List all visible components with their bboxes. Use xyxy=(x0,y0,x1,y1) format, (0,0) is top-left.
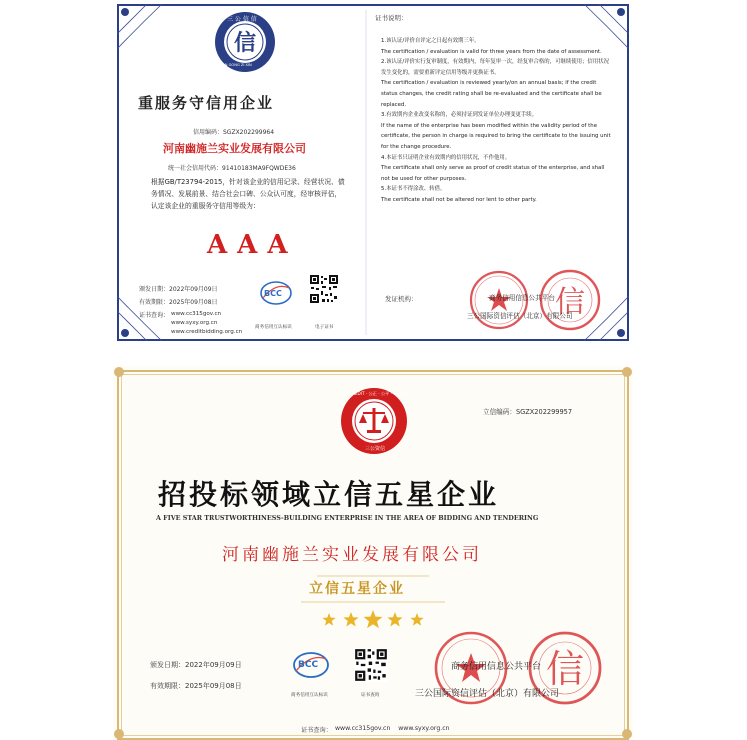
note-line: The certification / evaluation is valid for three years from the date of assessment. xyxy=(381,48,602,55)
credit-code: 信用编码：SGZX202299964 xyxy=(193,129,275,136)
credit-grade: AAA xyxy=(207,230,298,260)
company-name: 河南幽施兰实业发展有限公司 xyxy=(163,142,306,155)
valid-date: 有效期限：2025年09月08日 xyxy=(139,299,218,306)
logo-arc-text: 三 公 信 信 xyxy=(227,16,257,23)
stamp-text-company: 三公国际资信评估（北京）有限公司 xyxy=(415,689,560,699)
qr-code-icon[interactable] xyxy=(309,274,339,304)
query-site[interactable]: www.cc315gov.cn xyxy=(171,311,222,317)
qr-code-icon[interactable] xyxy=(354,648,388,682)
qr-caption: 电子证书 xyxy=(315,325,334,330)
qr-caption: 证书查询 xyxy=(361,693,380,698)
svg-text:信: 信 xyxy=(555,285,585,320)
note-line: 1.该认证/评价自评定之日起有效期三年。 xyxy=(381,38,480,44)
company-name: 河南幽施兰实业发展有限公司 xyxy=(222,545,482,565)
certificate-credit-service xyxy=(113,0,633,345)
certificate-five-star xyxy=(113,366,633,740)
note-line: The certificate shall only serve as proof of credit status of the enterprise, and shall not be used for other purposes. xyxy=(381,165,605,182)
query-sites xyxy=(171,310,242,337)
certificate-right-page xyxy=(371,6,627,338)
credit-code: 立信编码：SGZX202299957 xyxy=(483,408,573,416)
star-icon xyxy=(343,612,358,626)
bcc-caption: 商务信用互认标识 xyxy=(255,325,292,330)
logo-bottom-text: SAN GONG ZI XIN xyxy=(220,63,252,67)
note-line: 3.有效期内企业改变名称的，必须持证到发证单位办理变更手续。 xyxy=(381,112,538,119)
note-line: The certificate shall not be altered nor lent to other party. xyxy=(381,196,537,203)
issue-date: 颁发日期：2022年09月09日 xyxy=(150,661,242,669)
certificate-subtitle: A FIVE STAR TRUSTWORTHINESS-BUILDING ENTERPRISE IN THE AREA OF BIDDING AND TENDERING xyxy=(156,514,539,522)
social-credit-code: 统一社会信用代码：91410183MA9FQWDE36 xyxy=(168,165,296,172)
svg-text:信: 信 xyxy=(545,647,585,691)
stamp-text-platform: 商务信用信息公共平台 xyxy=(451,662,542,672)
notes-list xyxy=(381,36,613,206)
svg-text:信: 信 xyxy=(233,30,257,56)
star-icon xyxy=(322,613,335,626)
stamp-text-platform: 商务信用信息公共平台 xyxy=(489,294,555,302)
query-sites[interactable]: www.cc315gov.cn www.syxy.org.cn xyxy=(335,725,450,732)
certificate-title: 招投标领域立信五星企业 xyxy=(158,478,500,511)
award-title: 立信五星企业 xyxy=(309,581,405,597)
note-line: 4.本证书只证明企业有效期内的信用状况，不作他用。 xyxy=(381,154,511,161)
bcc-text: BCC xyxy=(264,289,282,298)
stamp-text-company: 三公国际资信评估（北京）有限公司 xyxy=(467,312,573,320)
emblem-arc-text: CREDIT · 公正 · 公平 · CHINA xyxy=(349,391,407,396)
star-icon xyxy=(410,613,423,626)
notes-title: 证书说明： xyxy=(375,14,408,22)
query-label: 证书查询： xyxy=(139,312,170,319)
note-line: 2.该认证/评价实行复审制度，有效期内，每年复审一次，经复审合格的，可继续使用；信用状况发生变化的，需要重新评定信用等级并更换证书。 xyxy=(381,59,609,76)
star-icon xyxy=(363,610,382,628)
query-site[interactable]: www.creditbidding.org.cn xyxy=(171,329,243,335)
emblem-bottom-text: 三公资信 xyxy=(365,446,386,452)
certificate-title: 重服务守信用企业 xyxy=(138,94,275,112)
certificate-body: 根据GB/T23794-2015，针对该企业的信用记录、经营状况、债务情况、发展前景、结合社会口碑、公众认可度，经审核评估，认定该企业的重服务守信用等级为： xyxy=(151,178,345,210)
star-icon xyxy=(387,612,402,626)
note-line: If the name of the enterprise has been modified within the validity period of the certificate, the person in charge is required to bring the certificate to the issuing unit for the change procedure. xyxy=(381,122,611,150)
issuer-label: 发证机构： xyxy=(385,295,418,303)
certificate-left-page xyxy=(123,6,355,338)
five-star-rating xyxy=(319,610,427,630)
note-line: The certification / evaluation is reviewed yearly/on an annual basis; if the credit status changes, the credit rating shall be re-evaluated and the certificate shall be replaced. xyxy=(381,80,602,108)
valid-date: 有效期限：2025年09月08日 xyxy=(150,682,242,690)
note-line: 5.本证书不得涂改、转借。 xyxy=(381,186,446,193)
bcc-caption: 商务信用互认标识 xyxy=(291,693,328,698)
bcc-text: BCC xyxy=(298,660,319,670)
query-site[interactable]: www.syxy.org.cn xyxy=(171,320,218,326)
issue-date: 颁发日期：2022年09月09日 xyxy=(139,286,218,293)
query-label: 证书查询： xyxy=(301,727,332,734)
